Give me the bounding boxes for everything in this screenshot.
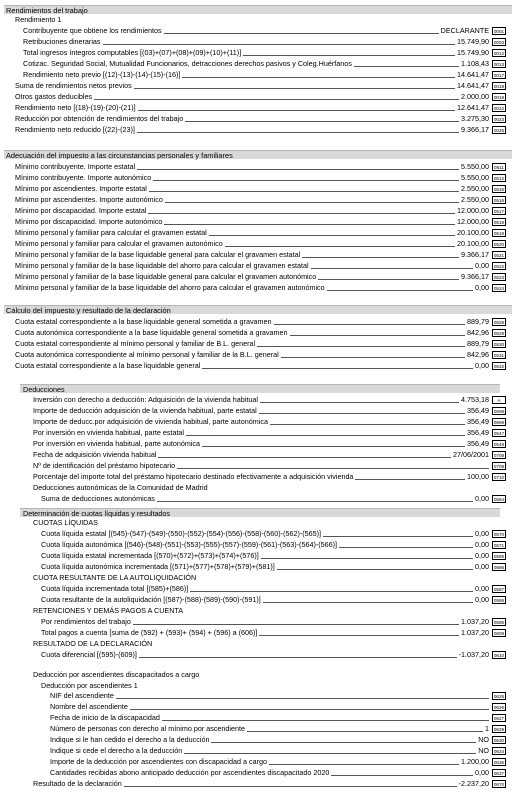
leader-line bbox=[103, 44, 489, 45]
field-value: NO bbox=[478, 746, 489, 755]
form-row bbox=[50, 746, 506, 756]
leader-line bbox=[137, 169, 489, 170]
field-label: Nombre del ascendiente bbox=[50, 702, 128, 711]
box-code: 0630 bbox=[493, 738, 505, 743]
field-label: Cuota estatal correspondiente a la base liquidable general bbox=[15, 361, 201, 370]
leader-line bbox=[148, 213, 489, 214]
form-row bbox=[15, 361, 506, 371]
leader-line bbox=[158, 457, 489, 458]
form-row bbox=[15, 250, 506, 260]
leader-line bbox=[177, 468, 489, 469]
leader-line bbox=[116, 698, 489, 699]
leader-line bbox=[149, 191, 489, 192]
field-label: Cuota líquida incrementada total [(585)+(586)] bbox=[41, 584, 189, 593]
form-row bbox=[15, 173, 506, 183]
field-label: Total pagos a cuenta [suma de (592) + (593)+ (594) + (596) a (606)] bbox=[41, 628, 258, 637]
ascendientes-1-label: Deducción por ascendientes 1 bbox=[41, 681, 138, 690]
field-label: Resultado de la declaración bbox=[33, 779, 122, 788]
box-code: 0709 bbox=[493, 464, 505, 469]
field-label: Rendimiento neto previo [(12)-(13)-(14)-(15)-(16)] bbox=[23, 70, 181, 79]
field-value: 842,96 bbox=[467, 328, 489, 337]
field-value: 356,49 bbox=[467, 417, 489, 426]
box-code: 0548 bbox=[493, 442, 505, 447]
leader-line bbox=[182, 77, 489, 78]
box-code: 0522 bbox=[493, 264, 505, 269]
leader-line bbox=[257, 346, 489, 347]
field-label: Mínimo personal y familiar de la base liquidable del ahorro para calcular el gravamen estatal bbox=[15, 261, 309, 270]
box-code: 0609 bbox=[493, 631, 505, 636]
box-code: 0018 bbox=[493, 84, 505, 89]
box-code: 0636 bbox=[493, 760, 505, 765]
box-code: 0531 bbox=[493, 353, 505, 358]
leader-line bbox=[261, 558, 489, 559]
field-value: 15.749,90 bbox=[457, 48, 489, 57]
leader-line bbox=[260, 402, 489, 403]
box-code: 0625 bbox=[493, 694, 505, 699]
form-row bbox=[15, 184, 506, 194]
field-value: 5.550,00 bbox=[461, 173, 489, 182]
leader-line bbox=[139, 657, 489, 658]
form-row bbox=[23, 37, 506, 47]
field-value: 0,00 bbox=[475, 551, 489, 560]
box-code: 0610 bbox=[493, 653, 505, 658]
leader-line bbox=[186, 435, 489, 436]
field-value: 9.366,17 bbox=[461, 250, 489, 259]
box-code: 0523 bbox=[493, 275, 505, 280]
field-value: 0,00 bbox=[475, 595, 489, 604]
leader-line bbox=[277, 569, 489, 570]
field-value: DECLARANTE bbox=[440, 26, 489, 35]
field-label: Suma de rendimientos netos previos bbox=[15, 81, 132, 90]
field-label: Mínimo por discapacidad. Importe estatal bbox=[15, 206, 147, 215]
leader-line bbox=[269, 764, 489, 765]
form-row bbox=[50, 757, 506, 767]
field-label: Mínimo personal y familiar de la base liquidable general para calcular el gravamen estatal bbox=[15, 250, 301, 259]
field-value: NO bbox=[478, 735, 489, 744]
field-value: 12.641,47 bbox=[457, 103, 489, 112]
box-code: 0529 bbox=[493, 331, 505, 336]
box-code: 0670 bbox=[493, 782, 505, 787]
form-row bbox=[41, 562, 506, 572]
form-row bbox=[50, 768, 506, 778]
field-label: Indique si cede el derecho a la deducción bbox=[50, 746, 183, 755]
field-label: Cuota líquida estatal incrementada [(570)+(572)+(573)+(574)+(576)] bbox=[41, 551, 259, 560]
box-code: 0516 bbox=[493, 198, 505, 203]
box-code: 0547 bbox=[493, 431, 505, 436]
form-row bbox=[50, 702, 506, 712]
leader-line bbox=[311, 268, 489, 269]
field-value: -2.237,20 bbox=[458, 779, 489, 788]
form-row bbox=[33, 439, 506, 449]
box-code: 0634 bbox=[493, 749, 505, 754]
field-value: 0,00 bbox=[475, 494, 489, 503]
leader-line bbox=[162, 720, 489, 721]
field-label: Reducción por obtención de rendimientos del trabajo bbox=[15, 114, 184, 123]
leader-line bbox=[130, 709, 489, 710]
box-code: 0570 bbox=[493, 532, 505, 537]
leader-line bbox=[202, 446, 489, 447]
box-code: 0012 bbox=[493, 51, 505, 56]
box-code: 0023 bbox=[493, 117, 505, 122]
form-row bbox=[15, 350, 506, 360]
field-value: 1 bbox=[485, 724, 489, 733]
field-label: Mínimo contribuyente. Importe estatal bbox=[15, 162, 136, 171]
field-label: Número de personas con derecho al mínimo por ascendiente bbox=[50, 724, 245, 733]
field-label: Cuota líquida autonómica [(546)-(548)-(551)-(553)-(555)-(557)-(559)-(561)-(563)-(564)-(566)] bbox=[41, 540, 338, 549]
form-row bbox=[50, 724, 506, 734]
leader-line bbox=[165, 202, 489, 203]
field-value: 1.037,20 bbox=[461, 628, 489, 637]
box-code: 0585 bbox=[493, 554, 505, 559]
form-row bbox=[33, 472, 506, 482]
leader-line bbox=[339, 547, 489, 548]
box-code: 0698 bbox=[493, 409, 505, 414]
leader-line bbox=[259, 635, 489, 636]
box-code: 0586 bbox=[493, 565, 505, 570]
form-row bbox=[15, 239, 506, 249]
form-row bbox=[23, 48, 506, 58]
leader-line bbox=[331, 775, 489, 776]
field-label: Cuota líquida estatal [(545)-(547)-(549)-(550)-(552)-(554)-(556)-(558)-(560)-(562)-(565)] bbox=[41, 529, 322, 538]
box-code: 0627 bbox=[493, 716, 505, 721]
box-code: 0025 bbox=[493, 128, 505, 133]
box-code: A bbox=[492, 396, 506, 404]
box-code: 0511 bbox=[492, 163, 506, 171]
form-row bbox=[15, 228, 506, 238]
field-value: 0,00 bbox=[475, 283, 489, 292]
form-row bbox=[15, 162, 506, 172]
field-value: 20.100,00 bbox=[457, 228, 489, 237]
field-value: -1.037,20 bbox=[458, 650, 489, 659]
field-label: Importe de deducc.por adquisición de vivienda habitual, parte autonómica bbox=[33, 417, 268, 426]
field-label: Retribuciones dinerarias bbox=[23, 37, 101, 46]
field-label: Rendimiento neto reducido [(22)-(23)] bbox=[15, 125, 135, 134]
field-value: 0,00 bbox=[475, 584, 489, 593]
form-row bbox=[23, 26, 506, 36]
form-row bbox=[15, 195, 506, 205]
field-value: 12.000,00 bbox=[457, 206, 489, 215]
form-row bbox=[33, 428, 506, 438]
field-label: Nº de identificación del préstamo hipotecario bbox=[33, 461, 176, 470]
field-value: 2.550,00 bbox=[461, 184, 489, 193]
form-row bbox=[41, 540, 506, 550]
form-row bbox=[41, 650, 506, 660]
form-row bbox=[15, 92, 506, 102]
field-value: 27/06/2001 bbox=[453, 450, 489, 459]
field-value: 2.000,00 bbox=[461, 92, 489, 101]
field-value: 889,79 bbox=[467, 317, 489, 326]
leader-line bbox=[323, 536, 489, 537]
field-label: Cuota líquida autonómica incrementada [(571)+(577)+(578)+(579)+(581)] bbox=[41, 562, 275, 571]
field-label: Por rendimientos del trabajo bbox=[41, 617, 131, 626]
leader-line bbox=[157, 501, 489, 502]
leader-line bbox=[124, 786, 489, 787]
field-label: Inversión con derecho a deducción: Adquisición de la vivienda habitual bbox=[33, 395, 258, 404]
box-code: 0512 bbox=[493, 176, 505, 181]
field-label: Por inversión en vivienda habitual, parte autonómica bbox=[33, 439, 201, 448]
field-label: Total ingresos íntegros computables [(03)+(07)+(08)+(09)+(10)+(11)] bbox=[23, 48, 242, 57]
leader-line bbox=[281, 357, 489, 358]
form-row bbox=[41, 494, 506, 504]
box-code: 0587 bbox=[493, 587, 505, 592]
leader-line bbox=[259, 413, 489, 414]
box-code: 0520 bbox=[493, 242, 505, 247]
cuota-resultante-label: CUOTA RESULTANTE DE LA AUTOLIQUIDACIÓN bbox=[33, 573, 197, 582]
field-value: 0,00 bbox=[475, 261, 489, 270]
form-row bbox=[15, 272, 506, 282]
leader-line bbox=[225, 246, 489, 247]
cuotas-liquidas-label: CUOTAS LÍQUIDAS bbox=[33, 518, 98, 527]
field-label: Suma de deducciones autonómicas bbox=[41, 494, 155, 503]
box-code: 0518 bbox=[493, 220, 505, 225]
box-code: 0013 bbox=[493, 62, 505, 67]
leader-line bbox=[138, 110, 489, 111]
form-row bbox=[15, 114, 506, 124]
form-row bbox=[50, 713, 506, 723]
leader-line bbox=[211, 742, 489, 743]
box-code: 0626 bbox=[493, 705, 505, 710]
box-code: 0596 bbox=[493, 620, 505, 625]
leader-line bbox=[184, 753, 489, 754]
field-value: 842,96 bbox=[467, 350, 489, 359]
leader-line bbox=[202, 368, 489, 369]
field-label: Mínimo personal y familiar para calcular el gravamen autonómico bbox=[15, 239, 223, 248]
box-code: 0022 bbox=[493, 106, 505, 111]
field-value: 356,49 bbox=[467, 439, 489, 448]
field-value: 889,79 bbox=[467, 339, 489, 348]
box-code: 0629 bbox=[493, 727, 505, 732]
form-row bbox=[15, 283, 506, 293]
field-label: Cuota autonómica correspondiente al mínimo personal y familiar de la B.L. general bbox=[15, 350, 279, 359]
field-label: Cuota estatal correspondiente a la base liquidable general sometida a gravamen bbox=[15, 317, 272, 326]
section-title-rendimientos: Rendimientos del trabajo bbox=[4, 5, 512, 14]
box-code: 0637 bbox=[493, 771, 505, 776]
form-row bbox=[41, 551, 506, 561]
form-row bbox=[15, 261, 506, 271]
field-label: Fecha de inicio de la discapacidad bbox=[50, 713, 160, 722]
form-row bbox=[41, 617, 506, 627]
box-code: 0003 bbox=[493, 40, 505, 45]
field-label: Mínimo por discapacidad. Importe autonómico bbox=[15, 217, 163, 226]
form-row bbox=[33, 779, 506, 789]
field-label: Importe de deducción adquisición de la vivienda habitual, parte estatal bbox=[33, 406, 257, 415]
form-row bbox=[33, 461, 506, 471]
field-value: 2.550,00 bbox=[461, 195, 489, 204]
field-value: 20.100,00 bbox=[457, 239, 489, 248]
leader-line bbox=[263, 602, 489, 603]
box-code: 0017 bbox=[493, 73, 505, 78]
form-row bbox=[50, 691, 506, 701]
field-label: Importe de la deducción por ascendientes con discapacidad a cargo bbox=[50, 757, 267, 766]
field-label: Cotizac. Seguridad Social, Mutualidad Funcionarios, detracciones derechos pasivos y Coleg.Huérfanos bbox=[23, 59, 352, 68]
field-label: Por inversión en vivienda habitual, parte estatal bbox=[33, 428, 185, 437]
leader-line bbox=[94, 99, 489, 100]
box-code: 0519 bbox=[493, 231, 505, 236]
form-row bbox=[15, 206, 506, 216]
rendimiento-1-label: Rendimiento 1 bbox=[15, 15, 62, 24]
leader-line bbox=[133, 624, 489, 625]
form-row bbox=[41, 628, 506, 638]
retenciones-label: RETENCIONES Y DEMÁS PAGOS A CUENTA bbox=[33, 606, 184, 615]
field-value: 100,00 bbox=[467, 472, 489, 481]
section-title-ascendientes: Deducción por ascendientes discapacitados a cargo bbox=[33, 670, 200, 679]
field-label: Otros gastos deducibles bbox=[15, 92, 93, 101]
form-row bbox=[15, 103, 506, 113]
leader-line bbox=[185, 121, 489, 122]
section-title-adecuacion: Adecuación del impuesto a las circunstancias personales y familiares bbox=[4, 150, 512, 159]
form-row bbox=[41, 529, 506, 539]
box-code: 0528 bbox=[493, 320, 505, 325]
box-code: 0530 bbox=[493, 342, 505, 347]
field-value: 1.037,20 bbox=[461, 617, 489, 626]
deducciones-autonomicas-label: Deducciones autonómicas de la Comunidad de Madrid bbox=[33, 483, 208, 492]
field-value: 1.200,00 bbox=[461, 757, 489, 766]
form-row bbox=[15, 125, 506, 135]
form-row bbox=[50, 735, 506, 745]
form-row bbox=[23, 70, 506, 80]
leader-line bbox=[327, 290, 489, 291]
field-value: 0,00 bbox=[475, 540, 489, 549]
field-value: 0,00 bbox=[475, 768, 489, 777]
field-value: 9.366,17 bbox=[461, 125, 489, 134]
box-code: 0001 bbox=[493, 29, 505, 34]
box-code: 0532 bbox=[493, 364, 505, 369]
field-value: 0,00 bbox=[475, 361, 489, 370]
resultado-label: RESULTADO DE LA DECLARACIÓN bbox=[33, 639, 153, 648]
box-code: 0571 bbox=[493, 543, 505, 548]
form-row bbox=[15, 81, 506, 91]
field-label: Cantidades recibidas abono anticipado deducción por ascendientes discapacitado 2020 bbox=[50, 768, 330, 777]
form-row bbox=[23, 59, 506, 69]
field-value: 9.366,17 bbox=[461, 272, 489, 281]
field-label: NIF del ascendiente bbox=[50, 691, 114, 700]
box-code: 0521 bbox=[493, 253, 505, 258]
box-code: 0524 bbox=[493, 286, 505, 291]
box-code: 0515 bbox=[493, 187, 505, 192]
form-row bbox=[33, 406, 506, 416]
field-value: 356,49 bbox=[467, 406, 489, 415]
field-value: 0,00 bbox=[475, 529, 489, 538]
form-row bbox=[15, 217, 506, 227]
box-code: 0564 bbox=[493, 497, 505, 502]
field-label: Rendimiento neto [(18)-(19)-(20)-(21)] bbox=[15, 103, 136, 112]
field-label: Cuota diferencial [(595)-(609)] bbox=[41, 650, 137, 659]
leader-line bbox=[243, 55, 489, 56]
box-code: 0019 bbox=[493, 95, 505, 100]
leader-line bbox=[137, 132, 489, 133]
field-value: 14.641,47 bbox=[457, 70, 489, 79]
box-code: 0595 bbox=[493, 598, 505, 603]
field-label: Mínimo contribuyente. Importe autonómico bbox=[15, 173, 152, 182]
field-value: 3.275,30 bbox=[461, 114, 489, 123]
leader-line bbox=[290, 335, 489, 336]
form-row bbox=[33, 417, 506, 427]
leader-line bbox=[247, 731, 489, 732]
form-row bbox=[15, 339, 506, 349]
section-title-deducciones: Deducciones bbox=[20, 384, 500, 393]
form-row bbox=[41, 595, 506, 605]
leader-line bbox=[190, 591, 489, 592]
field-value: 15.749,90 bbox=[457, 37, 489, 46]
field-label: Fecha de adquisición vivienda habitual bbox=[33, 450, 157, 459]
field-label: Indique si le han cedido el derecho a la deducción bbox=[50, 735, 210, 744]
section-title-calculo: Cálculo del impuesto y resultado de la declaración bbox=[4, 305, 512, 314]
field-value: 5.550,00 bbox=[461, 162, 489, 171]
field-value: 1.108,43 bbox=[461, 59, 489, 68]
field-value: 14.641,47 bbox=[457, 81, 489, 90]
section-title-cuotas: Determinación de cuotas líquidas y resultados bbox=[20, 508, 500, 517]
leader-line bbox=[164, 224, 489, 225]
field-label: Mínimo por ascendientes. Importe estatal bbox=[15, 184, 147, 193]
field-label: Contribuyente que obtiene los rendimientos bbox=[23, 26, 162, 35]
box-code: 0699 bbox=[493, 420, 505, 425]
field-label: Cuota autonómica correspondiente a la base liquidable general sometida a gravamen bbox=[15, 328, 288, 337]
leader-line bbox=[153, 180, 489, 181]
field-value: 12.000,00 bbox=[457, 217, 489, 226]
form-row bbox=[15, 328, 506, 338]
leader-line bbox=[270, 424, 489, 425]
box-code: 0710 bbox=[493, 475, 505, 480]
field-value: 0,00 bbox=[475, 562, 489, 571]
field-label: Mínimo por ascendientes. Importe autonómico bbox=[15, 195, 163, 204]
box-code: 0708 bbox=[493, 453, 505, 458]
field-label: Cuota resultante de la autoliquidación [(587)-(588)-(589)-(590)-(591)] bbox=[41, 595, 261, 604]
form-row bbox=[15, 317, 506, 327]
form-row bbox=[33, 395, 506, 405]
field-label: Mínimo personal y familiar de la base liquidable general para calcular el gravamen autonómico bbox=[15, 272, 317, 281]
form-row bbox=[33, 450, 506, 460]
form-row bbox=[41, 584, 506, 594]
leader-line bbox=[134, 88, 489, 89]
field-label: Mínimo personal y familiar de la base liquidable del ahorro para calcular el gravamen autonómico bbox=[15, 283, 325, 292]
field-label: Cuota estatal correspondiente al mínimo personal y familiar de B.L. general bbox=[15, 339, 256, 348]
field-label: Mínimo personal y familiar para calcular el gravamen estatal bbox=[15, 228, 207, 237]
field-label: Porcentaje del importe total del préstamo hipotecario destinado efectivamente a adquisición vivienda bbox=[33, 472, 354, 481]
field-value: 356,49 bbox=[467, 428, 489, 437]
leader-line bbox=[209, 235, 489, 236]
box-code: 0517 bbox=[493, 209, 505, 214]
field-value: 4.753,18 bbox=[461, 395, 489, 404]
leader-line bbox=[274, 324, 489, 325]
